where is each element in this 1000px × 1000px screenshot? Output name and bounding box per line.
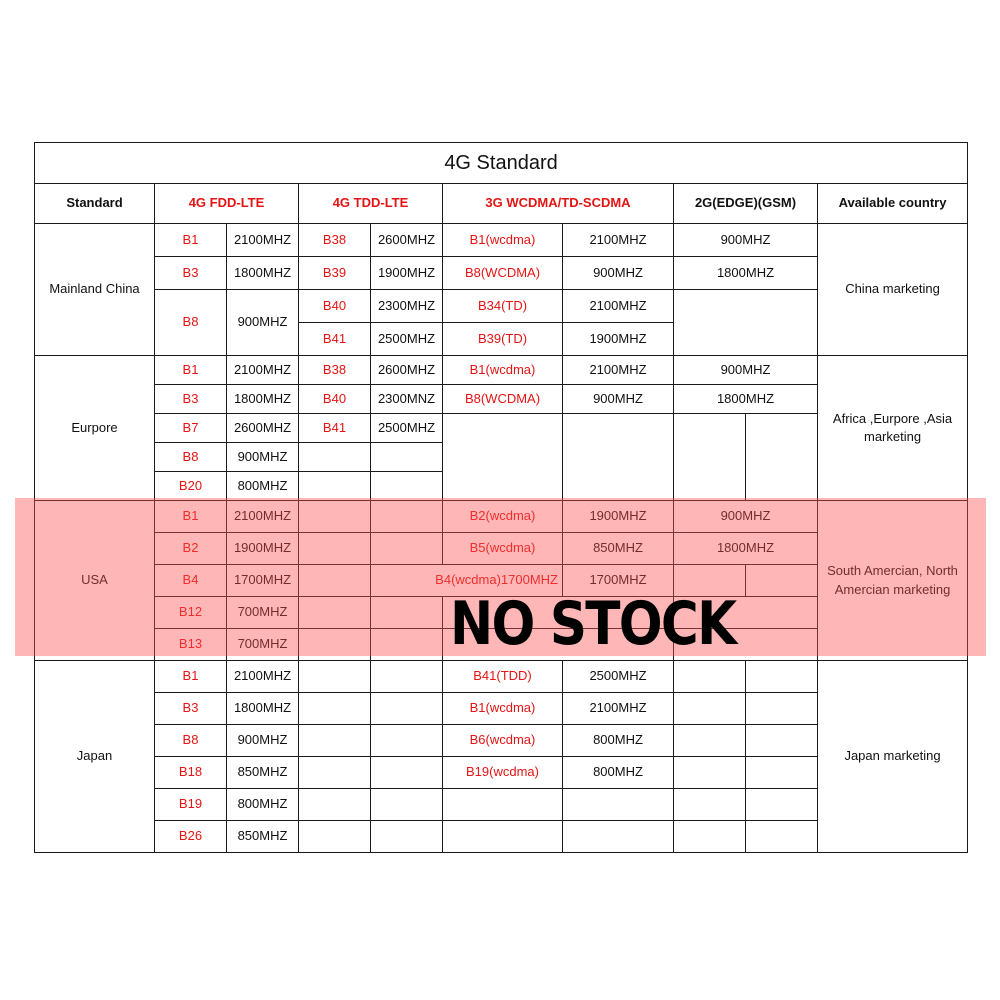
fdd-freq: 1800MHZ: [227, 693, 299, 725]
fdd-freq: 900MHZ: [227, 290, 299, 356]
tdd-freq: 2600MHZ: [371, 224, 443, 257]
tdd-band: B40: [299, 290, 371, 323]
fdd-freq: 1900MHZ: [227, 533, 299, 565]
empty-cell: [299, 565, 371, 597]
empty-cell: [371, 693, 443, 725]
fdd-freq: 800MHZ: [227, 789, 299, 821]
empty-cell: [299, 501, 371, 533]
table-row: [35, 661, 968, 693]
g3-band: B4(wcdma)1700MHZ: [371, 565, 563, 597]
empty-cell: [563, 789, 674, 821]
country-cell: South Amercian, North Amercian marketing: [818, 501, 968, 661]
empty-cell: [299, 789, 371, 821]
empty-cell: [443, 414, 563, 501]
empty-cell: [746, 757, 818, 789]
empty-cell: [299, 472, 371, 501]
country-cell: Africa ,Eurpore ,Asia marketing: [818, 356, 968, 501]
empty-cell: [299, 821, 371, 853]
empty-cell: [443, 789, 563, 821]
fdd-band: B1: [155, 661, 227, 693]
g3-freq: 2100MHZ: [563, 356, 674, 385]
g2-freq: 1800MHZ: [674, 533, 818, 565]
empty-cell: [674, 725, 746, 757]
empty-cell: [674, 414, 746, 501]
empty-cell: [674, 757, 746, 789]
tdd-band: B40: [299, 385, 371, 414]
empty-cell: [371, 629, 443, 661]
g3-freq: 2500MHZ: [563, 661, 674, 693]
g3-band: B39(TD): [443, 323, 563, 356]
g3-band: B8(WCDMA): [443, 257, 563, 290]
g3-band: B34(TD): [443, 290, 563, 323]
tdd-freq: 2300MNZ: [371, 385, 443, 414]
empty-cell: [371, 821, 443, 853]
fdd-band: B7: [155, 414, 227, 443]
region-name: Mainland China: [35, 224, 155, 356]
g3-freq: 1900MHZ: [563, 501, 674, 533]
tdd-freq: 2500MHZ: [371, 414, 443, 443]
fdd-band: B8: [155, 725, 227, 757]
fdd-freq: 2100MHZ: [227, 356, 299, 385]
g3-freq: 2100MHZ: [563, 290, 674, 323]
fdd-freq: 800MHZ: [227, 472, 299, 501]
g3-band: B1(wcdma): [443, 224, 563, 257]
tdd-freq: 1900MHZ: [371, 257, 443, 290]
g3-freq: 2100MHZ: [563, 224, 674, 257]
region-name: Eurpore: [35, 356, 155, 501]
g3-band: B41(TDD): [443, 661, 563, 693]
empty-cell: [371, 757, 443, 789]
fdd-freq: 2100MHZ: [227, 224, 299, 257]
g3-band: B6(wcdma): [443, 725, 563, 757]
tdd-band: B39: [299, 257, 371, 290]
g3-freq: 2100MHZ: [563, 693, 674, 725]
fdd-band: B13: [155, 629, 227, 661]
fdd-band: B4: [155, 565, 227, 597]
table-row: [35, 224, 968, 257]
g3-freq: 900MHZ: [563, 257, 674, 290]
g3-band: B5(wcdma): [443, 533, 563, 565]
band-table: [34, 142, 968, 853]
g2-freq: 900MHZ: [674, 501, 818, 533]
table-row: [35, 501, 968, 533]
g3-freq: 1700MHZ: [563, 565, 674, 597]
empty-cell: [299, 597, 371, 629]
empty-cell: [371, 789, 443, 821]
g3-band: B19(wcdma): [443, 757, 563, 789]
fdd-freq: 900MHZ: [227, 725, 299, 757]
fdd-band: B3: [155, 257, 227, 290]
empty-cell: [443, 821, 563, 853]
empty-cell: [371, 661, 443, 693]
header-3g: 3G WCDMA/TD-SCDMA: [443, 184, 674, 224]
empty-cell: [299, 443, 371, 472]
empty-cell: [299, 661, 371, 693]
empty-cell: [674, 821, 746, 853]
fdd-band: B1: [155, 356, 227, 385]
country-cell: Japan marketing: [818, 661, 968, 853]
fdd-band: B3: [155, 693, 227, 725]
fdd-freq: 2100MHZ: [227, 501, 299, 533]
empty-cell: [746, 414, 818, 501]
empty-cell: [674, 789, 746, 821]
fdd-freq: 700MHZ: [227, 629, 299, 661]
empty-cell: [563, 821, 674, 853]
g2-freq: 900MHZ: [674, 356, 818, 385]
fdd-band: B18: [155, 757, 227, 789]
fdd-band: B1: [155, 224, 227, 257]
g3-band: B1(wcdma): [443, 693, 563, 725]
tdd-band: B38: [299, 356, 371, 385]
fdd-freq: 1700MHZ: [227, 565, 299, 597]
region-name: Japan: [35, 661, 155, 853]
empty-cell: [674, 693, 746, 725]
empty-cell: [299, 629, 371, 661]
empty-cell: [371, 597, 443, 629]
empty-cell: [299, 533, 371, 565]
header-country: Available country: [818, 184, 968, 224]
empty-cell: [371, 533, 443, 565]
empty-cell: [371, 443, 443, 472]
empty-cell: [674, 661, 746, 693]
fdd-band: B8: [155, 443, 227, 472]
table-row: [35, 356, 968, 385]
region-name: USA: [35, 501, 155, 661]
empty-cell: [371, 725, 443, 757]
no-stock-label: NO STOCK: [450, 589, 736, 659]
fdd-band: B8: [155, 290, 227, 356]
g3-freq: 850MHZ: [563, 533, 674, 565]
empty-cell: [299, 725, 371, 757]
g2-freq: 900MHZ: [674, 224, 818, 257]
tdd-band: B38: [299, 224, 371, 257]
g3-band: B2(wcdma): [443, 501, 563, 533]
empty-cell: [563, 414, 674, 501]
fdd-freq: 2600MHZ: [227, 414, 299, 443]
empty-cell: [299, 757, 371, 789]
fdd-freq: 700MHZ: [227, 597, 299, 629]
fdd-freq: 1800MHZ: [227, 385, 299, 414]
empty-cell: [746, 565, 818, 597]
header-tdd-lte: 4G TDD-LTE: [299, 184, 443, 224]
empty-cell: [746, 661, 818, 693]
tdd-band: B41: [299, 323, 371, 356]
g3-freq: 1900MHZ: [563, 323, 674, 356]
tdd-band: B41: [299, 414, 371, 443]
fdd-freq: 900MHZ: [227, 443, 299, 472]
empty-cell: [299, 693, 371, 725]
tdd-freq: 2300MHZ: [371, 290, 443, 323]
empty-cell: [746, 693, 818, 725]
header-2g: 2G(EDGE)(GSM): [674, 184, 818, 224]
fdd-band: B3: [155, 385, 227, 414]
header-fdd-lte: 4G FDD-LTE: [155, 184, 299, 224]
g3-freq: 800MHZ: [563, 725, 674, 757]
fdd-band: B20: [155, 472, 227, 501]
tdd-freq: 2600MHZ: [371, 356, 443, 385]
fdd-band: B12: [155, 597, 227, 629]
g3-freq: 900MHZ: [563, 385, 674, 414]
fdd-freq: 1800MHZ: [227, 257, 299, 290]
table-title: 4G Standard: [35, 143, 968, 184]
empty-cell: [371, 501, 443, 533]
fdd-band: B1: [155, 501, 227, 533]
empty-cell: [746, 789, 818, 821]
g3-freq: 800MHZ: [563, 757, 674, 789]
fdd-freq: 850MHZ: [227, 757, 299, 789]
g2-freq: 1800MHZ: [674, 257, 818, 290]
g3-band: B1(wcdma): [443, 356, 563, 385]
country-cell: China marketing: [818, 224, 968, 356]
fdd-freq: 850MHZ: [227, 821, 299, 853]
empty-cell: [371, 472, 443, 501]
g3-band: B8(WCDMA): [443, 385, 563, 414]
tdd-freq: 2500MHZ: [371, 323, 443, 356]
empty-cell: [746, 725, 818, 757]
fdd-band: B19: [155, 789, 227, 821]
empty-cell: [746, 821, 818, 853]
g2-freq: 1800MHZ: [674, 385, 818, 414]
fdd-band: B2: [155, 533, 227, 565]
empty-cell: [674, 290, 818, 356]
fdd-band: B26: [155, 821, 227, 853]
fdd-freq: 2100MHZ: [227, 661, 299, 693]
header-standard: Standard: [35, 184, 155, 224]
